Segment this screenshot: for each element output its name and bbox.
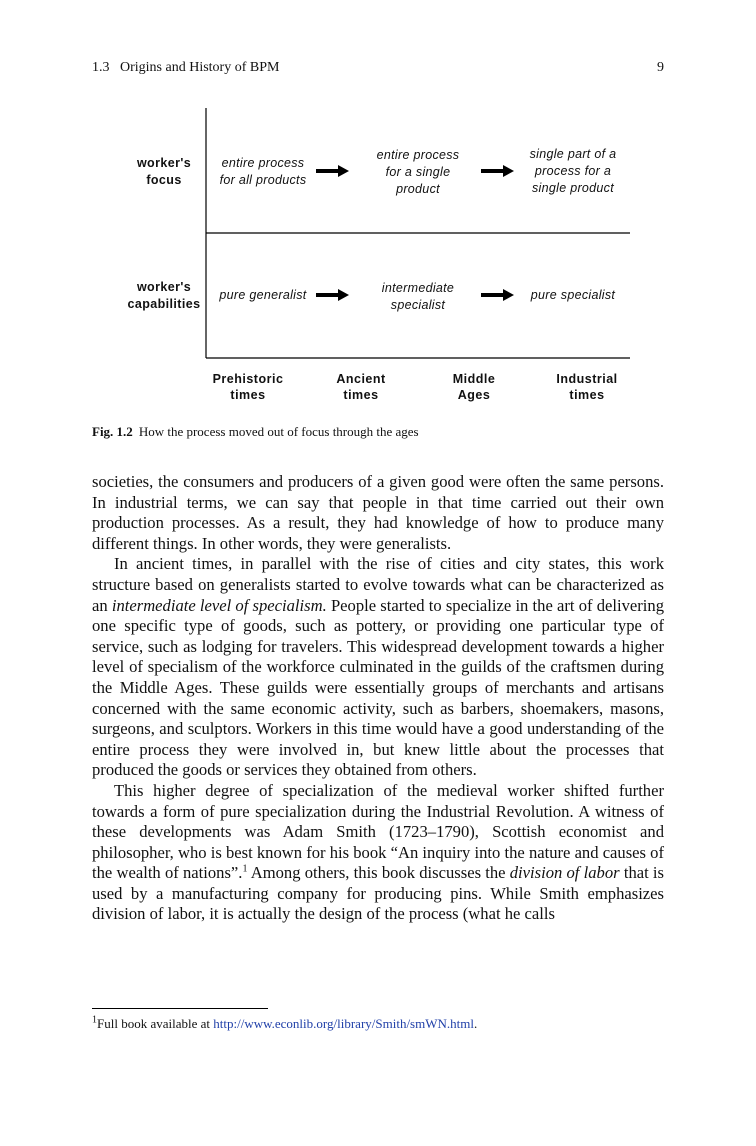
body-text <box>92 472 664 925</box>
row-label-focus: worker's focus <box>136 156 192 187</box>
cell-focus-prehistoric: entire process for all products <box>219 156 307 187</box>
paragraph: In ancient times, in parallel with the rise of cities and city states, this work structure based on generalists started to evolve towards what can be characterized as an intermediate level of specialism. People started to specialize in the art of delivering one specific type of goods, such as pottery, or providing one particular type of service, such as lodging for travelers. This widespread development towards a higher level of specialism of the workforce culminated in the guilds of the craftsmen during the Middle Ages. These guilds were essentially groups of merchants and artisans concerned with the same economic activity, such as barbers, shoemakers, masons, surgeons, and sculptors. Workers in this time would have a good understanding of the entire process they were involved in, but knew little about the processes that produced the goods or services they obtained from others. <box>92 554 664 780</box>
footnote-divider <box>92 1008 268 1009</box>
figure-caption-label: Fig. 1.2 <box>92 424 133 439</box>
arrow-right-icon <box>481 164 515 178</box>
cell-focus-industrial: single part of a process for a single product <box>529 147 617 195</box>
figure-caption-text: How the process moved out of focus through the ages <box>138 424 419 439</box>
era-prehistoric: Prehistoric times <box>212 372 284 402</box>
cell-capabilities-industrial: pure specialist <box>530 288 616 302</box>
footnote-marker: 1 <box>92 1014 97 1026</box>
era-middle-ages: Middle Ages <box>452 372 496 402</box>
footnote-link[interactable]: http://www.econlib.org/library/Smith/smWN.html <box>213 1016 474 1031</box>
footnote: $^1$Full book available at http://www.econlib.org/library/Smith/smWN.html. <box>92 1014 478 1031</box>
cell-focus-ancient: entire process for a single product <box>376 148 460 196</box>
arrow-right-icon <box>316 288 350 302</box>
era-industrial: Industrial times <box>556 372 618 402</box>
paragraph: This higher degree of specialization of the medieval worker shifted further towards a form of pure specialization during the Industrial Revolution. A witness of these developments was Adam Smith (1723–1790), Scottish economist and philosopher, who is best known for his book “An inquiry into the nature and causes of the wealth of nations”.$^1$ Among others, this book discusses the division of labor that is used by a manufacturing company for producing pins. While Smith emphasizes division of labor, it is actually the design of the process (what he calls <box>92 780 664 924</box>
figure-process-focus <box>0 0 756 420</box>
figure-caption <box>92 424 419 440</box>
arrow-right-icon <box>316 164 350 178</box>
arrow-right-icon <box>481 288 515 302</box>
row-label-capabilities: worker's capabilities <box>127 280 201 311</box>
paragraph: societies, the consumers and producers of a given good were often the same persons. In industrial terms, we can say that people in that time carried out their own production processes. As a result, they had knowledge of how to produce many different things. In other words, they were generalists. <box>92 472 664 553</box>
page-number: 9 <box>657 60 664 75</box>
running-header-section: 1.3 Origins and History of BPM <box>92 60 280 75</box>
cell-capabilities-prehistoric: pure generalist <box>219 288 307 302</box>
cell-capabilities-ancient: intermediate specialist <box>381 281 455 312</box>
era-ancient: Ancient times <box>336 372 386 402</box>
footnote-reference[interactable]: 1 <box>242 863 248 875</box>
figure-axes <box>0 0 756 420</box>
